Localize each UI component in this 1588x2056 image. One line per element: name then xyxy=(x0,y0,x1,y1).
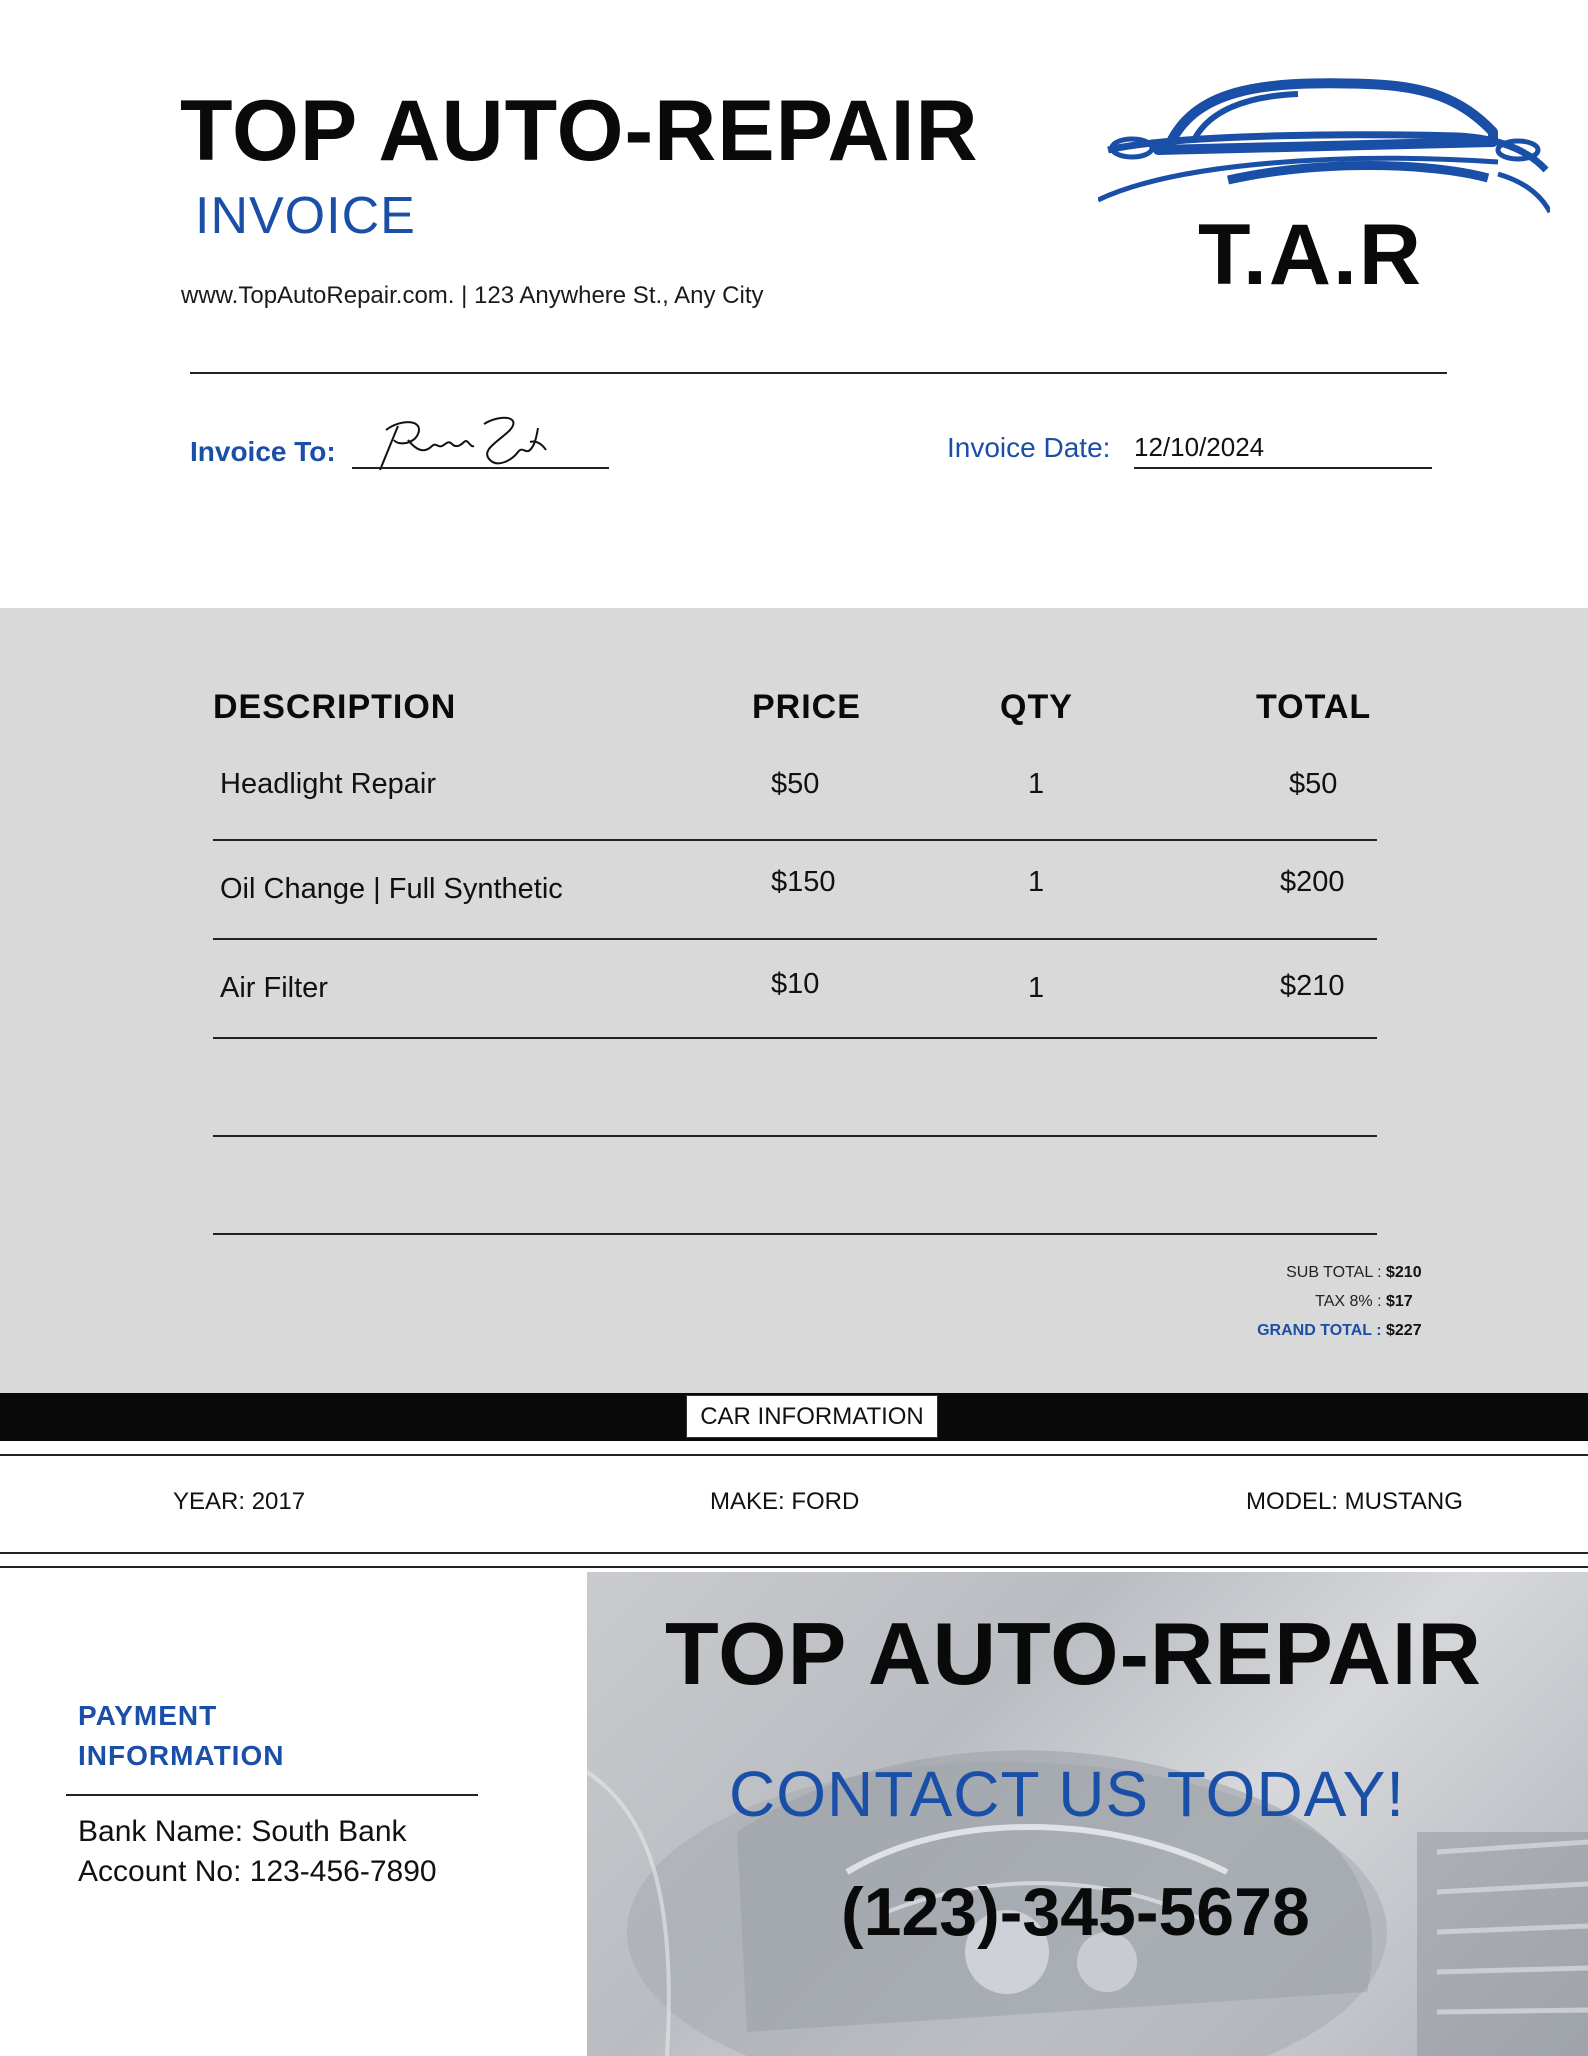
car-info-title: CAR INFORMATION xyxy=(686,1395,938,1438)
header-divider xyxy=(190,372,1447,374)
row1-qty: 1 xyxy=(1028,768,1045,800)
sub-total-row xyxy=(1257,1258,1428,1287)
totals-block xyxy=(1257,1258,1428,1345)
car-year: YEAR: 2017 xyxy=(173,1488,306,1515)
promo-title: TOP AUTO-REPAIR xyxy=(665,1604,1482,1703)
sub-total-label: SUB TOTAL : xyxy=(1286,1264,1382,1281)
grand-total-row xyxy=(1257,1316,1428,1345)
row1-description: Headlight Repair xyxy=(220,768,437,800)
logo-text: T.A.R xyxy=(1198,207,1423,303)
row-divider xyxy=(213,1037,1377,1039)
payment-title xyxy=(78,1696,284,1776)
invoice-to-line xyxy=(352,467,609,469)
invoice-date-label: Invoice Date: xyxy=(947,432,1111,463)
car-info-bottom-line xyxy=(0,1566,1588,1568)
car-info-top-line xyxy=(0,1454,1588,1456)
row-divider xyxy=(213,839,1377,841)
signature-image xyxy=(372,410,548,474)
car-info-bottom-line xyxy=(0,1552,1588,1554)
car-model: MODEL: MUSTANG xyxy=(1246,1488,1463,1515)
payment-title-line2: INFORMATION xyxy=(78,1740,285,1771)
empty-row-divider xyxy=(213,1135,1377,1137)
grand-total-label: GRAND TOTAL : xyxy=(1257,1322,1382,1339)
row3-description: Air Filter xyxy=(220,972,328,1004)
tax-value: $17 xyxy=(1386,1293,1413,1310)
row-divider xyxy=(213,938,1377,940)
payment-details xyxy=(78,1812,437,1892)
tax-label: TAX 8% : xyxy=(1315,1293,1382,1310)
row1-total: $50 xyxy=(1289,768,1338,800)
grand-total-value: $227 xyxy=(1386,1322,1422,1339)
invoice-label: INVOICE xyxy=(195,187,416,245)
invoice-to-label: Invoice To: xyxy=(190,436,336,467)
promo-contact: CONTACT US TODAY! xyxy=(729,1758,1406,1830)
payment-divider xyxy=(66,1794,478,1796)
car-logo-icon xyxy=(1098,70,1550,230)
row1-price: $50 xyxy=(771,768,820,800)
account-number: Account No: 123-456-7890 xyxy=(78,1855,437,1888)
car-make: MAKE: FORD xyxy=(710,1488,860,1515)
row3-total: $210 xyxy=(1280,970,1345,1002)
promo-phone: (123)-345-5678 xyxy=(841,1874,1310,1950)
row2-price: $150 xyxy=(771,866,836,898)
payment-title-line1: PAYMENT xyxy=(78,1700,218,1731)
row2-qty: 1 xyxy=(1028,866,1045,898)
row2-description: Oil Change | Full Synthetic xyxy=(220,873,563,905)
empty-row-divider xyxy=(213,1233,1377,1235)
row3-qty: 1 xyxy=(1028,972,1045,1004)
company-title: TOP AUTO-REPAIR xyxy=(180,83,979,179)
bank-name: Bank Name: South Bank xyxy=(78,1815,407,1848)
row2-total: $200 xyxy=(1280,866,1345,898)
header-total: TOTAL xyxy=(1256,688,1372,726)
promo-panel xyxy=(587,1572,1588,2056)
header-qty: QTY xyxy=(1000,688,1073,726)
header-description: DESCRIPTION xyxy=(213,688,457,726)
invoice-date-line xyxy=(1134,467,1432,469)
tax-row xyxy=(1257,1287,1428,1316)
sub-total-value: $210 xyxy=(1386,1264,1422,1281)
header-price: PRICE xyxy=(752,688,861,726)
invoice-date-value: 12/10/2024 xyxy=(1134,432,1265,462)
contact-line: www.TopAutoRepair.com. | 123 Anywhere St., Any City xyxy=(181,282,764,309)
row3-price: $10 xyxy=(771,968,820,1000)
